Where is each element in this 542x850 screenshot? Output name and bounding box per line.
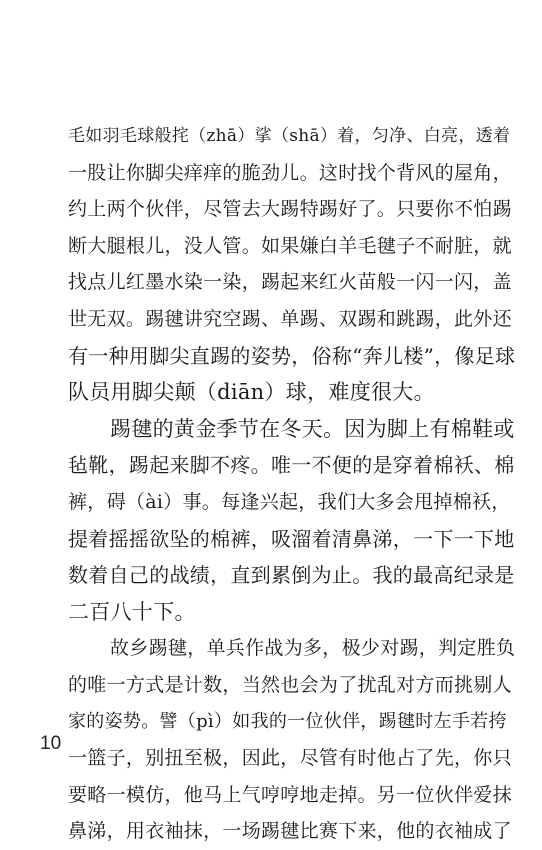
text-line: 一股让你脚尖痒痒的脆劲儿。这时找个背风的屋角， bbox=[68, 161, 512, 184]
text-line: 一篮子，别扭至极，因此，尽管有时他占了先，你只 bbox=[68, 747, 512, 770]
text-line: 毛如羽毛球般挓（zhā）挲（shā）着，匀净、白亮，透着 bbox=[68, 126, 511, 146]
text-line: 找点儿红墨水染一染，踢起来红火苗般一闪一闪，盖 bbox=[68, 271, 512, 294]
text-line: 裤，碍（ài）事。每逢兴起，我们大多会甩掉棉袄， bbox=[68, 490, 511, 513]
text-line: 提着摇摇欲坠的棉裤，吸溜着清鼻涕，一下一下地 bbox=[68, 526, 515, 551]
text-line: 家的姿势。譬（pì）如我的一位伙伴，踢毽时左手若挎 bbox=[68, 710, 507, 732]
body-text bbox=[68, 118, 514, 850]
text-line: 世无双。踢毽讲究空踢、单踢、双踢和跳踢，此外还 bbox=[68, 307, 512, 330]
text-line: 约上两个伙伴，尽管去大踢特踢好了。只要你不怕踢 bbox=[68, 198, 512, 221]
text-line: 有一种用脚尖直踢的姿势，俗称“奔儿楼”，像足球 bbox=[68, 343, 516, 368]
text-line: 队员用脚尖颠（diān）球，难度很大。 bbox=[68, 380, 435, 405]
text-line: 的唯一方式是计数，当然也会为了扰乱对方而挑剔人 bbox=[68, 673, 512, 696]
text-line: 毡靴，踢起来脚不疼。唯一不便的是穿着棉袄、棉 bbox=[68, 453, 515, 478]
text-line: 二百八十下。 bbox=[68, 599, 196, 624]
text-line: 数着自己的战绩，直到累倒为止。我的最高纪录是 bbox=[68, 563, 515, 588]
text-line: 要略一模仿，他马上气哼哼地走掉。另一位伙伴爱抹 bbox=[68, 783, 512, 806]
text-line: 鼻涕，用衣袖抹，一场踢毽比赛下来，他的衣袖成了 bbox=[68, 820, 512, 843]
paragraph-first-line: 踢毽的黄金季节在冬天。因为脚上有棉鞋或 bbox=[110, 416, 515, 441]
text-line: 断大腿根儿，没人管。如果嫌白羊毛毽子不耐脏，就 bbox=[68, 234, 512, 257]
page-number: 10 bbox=[40, 733, 62, 754]
paragraph-first-line: 故乡踢毽，单兵作战为多，极少对踢，判定胜负 bbox=[110, 637, 516, 660]
